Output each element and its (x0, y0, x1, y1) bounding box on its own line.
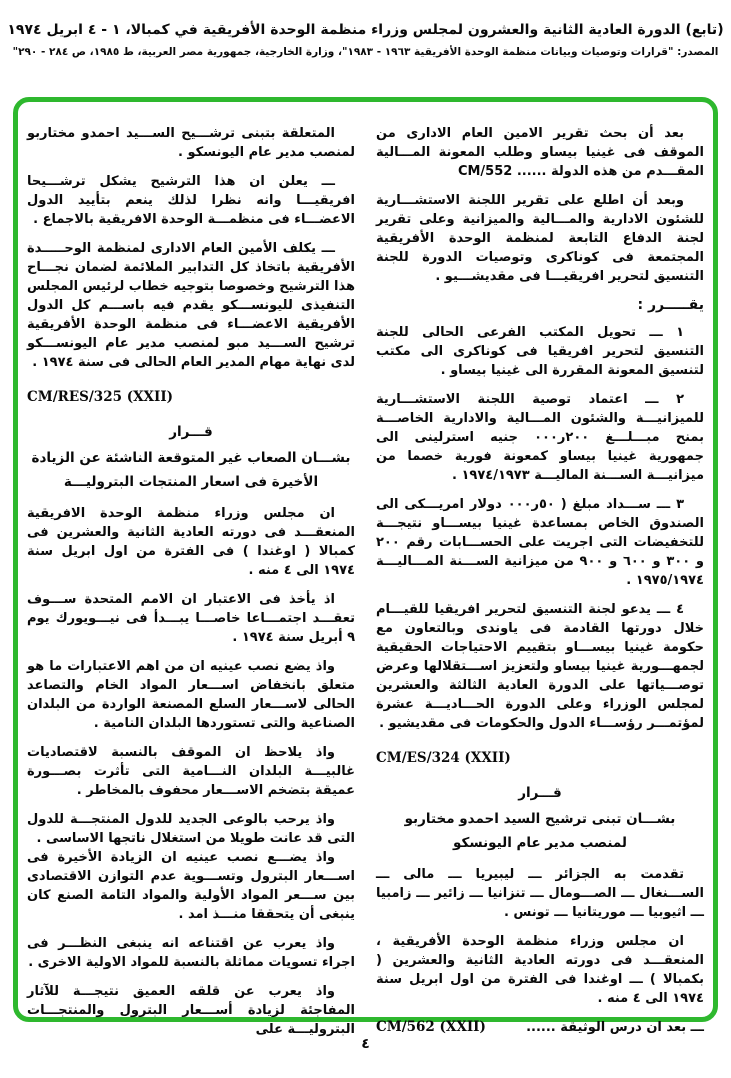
clause-2: ٢ ـــ اعتماد توصية اللجنة الاستشـــارية للميزانيـــة والشئون المـــالية والادارية الخاصـــة بمنح مبـــلـــغ ٢٠٠ر٠٠٠ جنيه استرلينى الى جمهورية غينيا بيساو كمعونة فورية خصما من ميزانيـــة الســـنة الماليـــة ١٩٧٤/١٩٧٣ . (376, 392, 705, 483)
paragraph-raw-material-prices: واذ يضع نصب عينيه ان من اهم الاعتبارات ما هو متعلق بانخفاض اســـعار المواد الخام والتصاعد الحالى لاســـعار السلع المصنعة الواردة من البلدان الصناعية والتى تستوردها البلدان النامية . (27, 659, 355, 731)
resolution-heading-group (27, 423, 355, 492)
resolution-heading-group (376, 784, 704, 853)
resolution-title: قـــرار (169, 424, 213, 440)
paragraph-report-review: بعد أن بحث تقرير الامين العام الادارى من الموقف فى غينيا بيساو وطلب المعونة المـــالية المقـــدم من هذه الدولة ...... CM/552 (376, 126, 704, 179)
paragraph-oil-price-balance: واذ يضـــع نصب عينيه ان الزيادة الأخيرة فى اســـعار البترول وتســـوية عدم التوازن الاقتصادى بين ســـعر المواد الأولية والمواد التامة الصنع كان ينبغى أن يتحققا منـــذ امد . (27, 850, 355, 922)
paragraph-sponsors: تقدمت به الجزائر ـــ ليبيريا ـــ مالى ـــ الســـنغال ـــ الصـــومال ـــ تنزانيا ـــ زائير ـــ زامبيا ـــ اثيوبيا ـــ موريتانيا ـــ تونس . (376, 867, 704, 920)
paragraph-declares-african-nomination: ـــ يعلن ان هذا الترشيح يشكل ترشـــيحا افريقيـــا وانه نظرا لذلك ينعم بتأييد الدول الاعضـــاء فى منظمـــة الوحدة الافريقية بالاجماع . (27, 174, 355, 227)
clause-4: ٤ ـــ يدعو لجنة التنسيق لتحرير افريقيا للقيـــام خلال دورتها القادمة فى ياوندى وبالتعاون مع حكومة غينيا بيســـاو بتقييم الاحتياجات الحقيقية لجمهـــورية غينيا بيساو ولتعزيز اســـتقلالها وعرض توصـــياتها على الدورة العادية الثالثة والعشرين لمجلس الوزراء وعلى الدورة الحـــاديـــة عشرة لمؤتمـــر رؤســـاء الدول والحكومات فى مقديشيو . (376, 602, 704, 731)
resolution-subtitle-1: بشـــان الصعاب غير المتوقعة الناشئة عن الزيادة (31, 450, 351, 466)
resolution-code-cm-562: CM/562 (XXII) (376, 1019, 486, 1035)
column-right (376, 124, 704, 1037)
document-study-text: ـــ بعد ان درس الوثيقة ...... (526, 1020, 704, 1035)
paragraph-welcomes-awareness: واذ يرحب بالوعى الجديد للدول المنتجـــة للدول التى قد عانت طويلا من استغلال ناتجها الاساسى . (27, 812, 355, 846)
resolution-code-cm-res-325: CM/RES/325 (XXII) (27, 389, 174, 405)
page-header (0, 22, 731, 58)
paragraph-deep-concern: واذ يعرب عن قلقه العميق نتيجـــة للآثار المفاجئة لزيادة أســـعار البترول والمنتجـــات البتروليـــة على (27, 984, 355, 1037)
column-left (27, 124, 355, 1049)
decree-heading: يقـــــرر : (637, 297, 704, 313)
page-number: ٤ (361, 1036, 370, 1052)
paragraph-council-session: ان مجلس وزراء منظمة الوحدة الأفريقية ، المنعقـــد فى دورته العادية الثانية والعشرين ( بكمبالا ) ـــ اوغندا فى الفترة من اول ابريل سنة ١٩٧٤ الى ٤ منه . (376, 934, 704, 1006)
document-study-line (376, 1018, 704, 1037)
resolution-code-cm-es-324: CM/ES/324 (XXII) (376, 750, 511, 766)
content-border-box (13, 97, 718, 1037)
paragraph-un-special-meeting: اذ يأخذ فى الاعتبار ان الامم المتحدة ســـوف تعقـــد اجتمـــاعا خاصـــا يبـــدأ فى نيـــويورك يوم ٩ أبريل سنة ١٩٧٤ . (27, 592, 355, 645)
paragraph-similar-adjustments: واذ يعرب عن اقتناعه انه ينبغى النظـــر فى اجراء تسويات مماثلة بالنسبة للمواد الاولية الاخرى . (27, 936, 355, 970)
resolution-subtitle-2: الأخيرة فى اسعار المنتجات البتروليـــة (63, 474, 319, 490)
paragraph-instructs-secretary-general: ـــ يكلف الأمين العام الادارى لمنظمة الوحـــــدة الأفريقية باتخاذ كل التدابير الملائمة لضمان نجـــاح هذا الترشيح وخصوصا بتوجيه خطاب لرئيس المجلس التنفيذى لليونســـكو يقدم فيه باســـم كل الدول الأفريقية الاعضـــاء فى منظمة الوحدة الأفريقية ترشيح الســـيد مبو لمنصب مدير عام اليونســـكو لدى نهاية مهام المدير العام الحالى فى سنة ١٩٧٤ . (27, 241, 355, 370)
resolution-subtitle-1: بشـــان تبنى ترشيح السيد احمدو مختاربو (404, 811, 676, 827)
paragraph-advisory-committee: وبعد أن اطلع على تقرير اللجنة الاستشـــارية للشئون الادارية والمـــالية والميزانية وعلى تقرير لجنة الدفاع التابعة لمنظمة الوحدة الأفريقية المجتمعة فى كوناكرى وتوصيات الدورة للجنة التنسيق لتحرير افريقيـــا فى مقديشـــيو . (376, 193, 704, 284)
header-source-line: المصدر: "قرارات وتوصيات وبيانات منظمة الوحدة الأفريقية ١٩٦٣ - ١٩٨٣"، وزارة الخارجية، جمهورية مصر العربية، ط ١٩٨٥، ص ٢٨٤ - ٢٩٠" (12, 46, 719, 58)
header-session-title: (تابع) الدورة العادية الثانية والعشرون لمجلس وزراء منظمة الوحدة الأفريقية في كمبالا، ١ - ٤ ابريل ١٩٧٤ (7, 22, 724, 38)
clause-3: ٣ ـــ ســـداد مبلغ ( ٥٠ر٠٠٠ دولار امريـــكى الى الصندوق الخاص بمساعدة غينيا بيســـاو نتيجـــة للتخفيضات التى اجريت على الحســـابات رقم ٢٠٠ و ٣٠٠ و ٦٠٠ و ٩٠٠ من ميزانية الســـنة المـــاليـــة ١٩٧٥/١٩٧٤ . (376, 497, 705, 588)
clause-1: ١ ـــ تحويل المكتب الفرعى الحالى للجنة التنسيق لتحرير افريقيا فى كوناكرى الى مكتب لتنسيق المعونة المقررة الى غينيا بيساو . (376, 325, 704, 378)
resolution-title: قـــرار (518, 785, 562, 801)
resolution-subtitle-2: لمنصب مدير عام اليونسكو (453, 835, 627, 851)
paragraph-council-session: ان مجلس وزراء منظمة الوحدة الافريقية المنعقـــد فى دورته العادية الثانية والعشرين فى كمبالا ( اوغندا ) فى الفترة من اول ابريل سنة ١٩٧٤ الى ٤ منه . (27, 506, 355, 578)
paragraph-nomination-continued: المتعلقة بتبنى ترشـــيح الســـيد احمدو مختاربو لمنصب مدير عام اليونسكو . (27, 126, 355, 160)
paragraph-developing-economies-risk: واذ يلاحظ ان الموقف بالنسبة لاقتصاديات غالبيـــة البلدان النـــامية التى تأثرت بصـــورة عميقة بتضخم الاســـعار محفوف بالمخاطر . (27, 745, 355, 798)
